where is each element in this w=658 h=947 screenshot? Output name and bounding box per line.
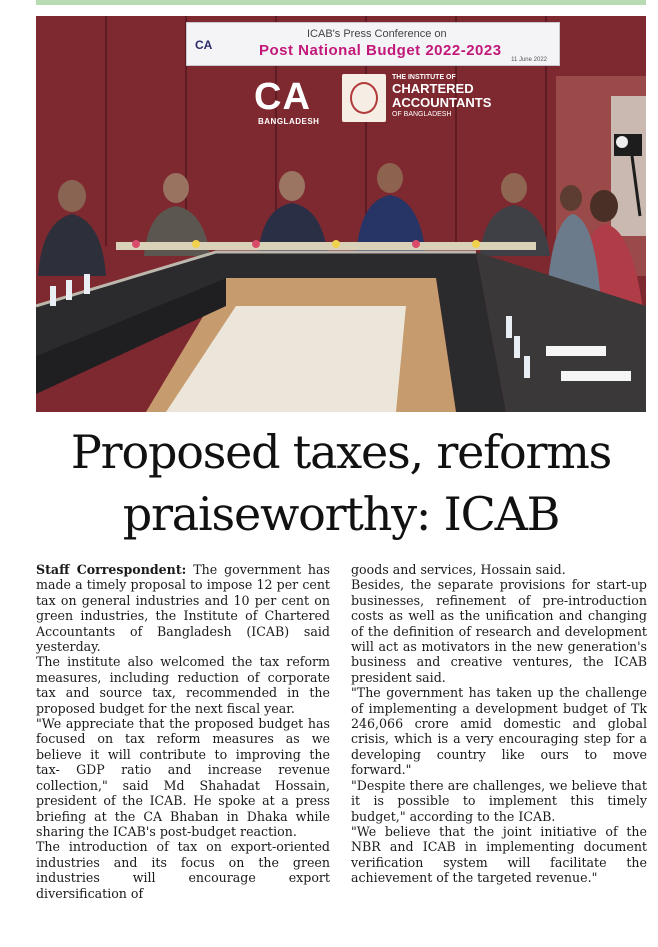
headline-line-1: Proposed taxes, reforms — [70, 425, 612, 479]
institute-label-big — [392, 82, 491, 110]
article-column-left — [36, 562, 330, 901]
article-paragraph: "We appreciate that the proposed budget has focused on tax reform measures as we believe it will contribute to improving the tax- GDP ratio and increase revenue collection," said Md Shahadat Hossain, president of the ICAB. He spoke at a press briefing at the CA Bhaban in Dhaka while sharing the ICAB's post-budget reaction. — [36, 716, 330, 839]
article-paragraph — [36, 562, 330, 654]
byline: Staff Correspondent: — [36, 562, 187, 577]
article-paragraph: The introduction of tax on export-oriented industries and its focus on the green industries will encourage export diversification of — [36, 839, 330, 901]
article-headline — [30, 421, 652, 545]
article-paragraph: "Despite there are challenges, we believe that it is possible to implement this timely budget," according to the ICAB. — [351, 777, 647, 824]
banner-ca-mark: CA — [195, 38, 213, 52]
institute-label-country: OF BANGLADESH — [392, 111, 452, 118]
paragraph-text: The government has made a timely proposal to impose 12 per cent tax on general industries and 10 per cent on green industries, the Institute of Chartered Accountants of Bangladesh (ICAB) said yesterday. — [36, 562, 330, 655]
news-photo — [36, 16, 646, 412]
headline-line-2: praiseworthy: ICAB — [122, 487, 560, 541]
article-column-right — [351, 562, 647, 886]
banner-title: Post National Budget 2022-2023 — [259, 42, 502, 59]
institute-label-line2: ACCOUNTANTS — [392, 95, 492, 110]
article-paragraph: "The government has taken up the challenge of implementing a development budget of Tk 246,066 crore amid domestic and global crisis, which is a very encouraging step for a developing country like ours to move forward." — [351, 685, 647, 778]
ca-wall-logo: CA — [254, 76, 311, 118]
article-paragraph: goods and services, Hossain said. — [351, 562, 566, 577]
banner-small-line: ICAB's Press Conference on — [307, 28, 447, 40]
institute-label-line1: CHARTERED — [392, 81, 474, 96]
article-paragraph: "We believe that the joint initiative of the NBR and ICAB in implementing document verification system will facilitate the achievement of the targeted revenue." — [351, 823, 647, 886]
article-paragraph: Besides, the separate provisions for start-up businesses, refinement of pre-introduction costs as well as the unification and changing of the definition of research and development will act as motivators in the new generation's business and creative ventures, the ICAB president said. — [351, 577, 647, 685]
top-accent-rule — [36, 0, 646, 5]
conference-banner — [186, 22, 560, 66]
banner-date: 11 June 2022 — [511, 57, 547, 63]
press-conference-scene — [36, 16, 646, 412]
institute-label-small: THE INSTITUTE OF — [392, 74, 456, 81]
article-paragraph: The institute also welcomed the tax reform measures, including reduction of corporate tax and source tax, recommended in the proposed budget for the next fiscal year. — [36, 654, 330, 716]
icab-seal-icon — [342, 74, 386, 122]
ca-wall-logo-sub: BANGLADESH — [258, 117, 320, 126]
